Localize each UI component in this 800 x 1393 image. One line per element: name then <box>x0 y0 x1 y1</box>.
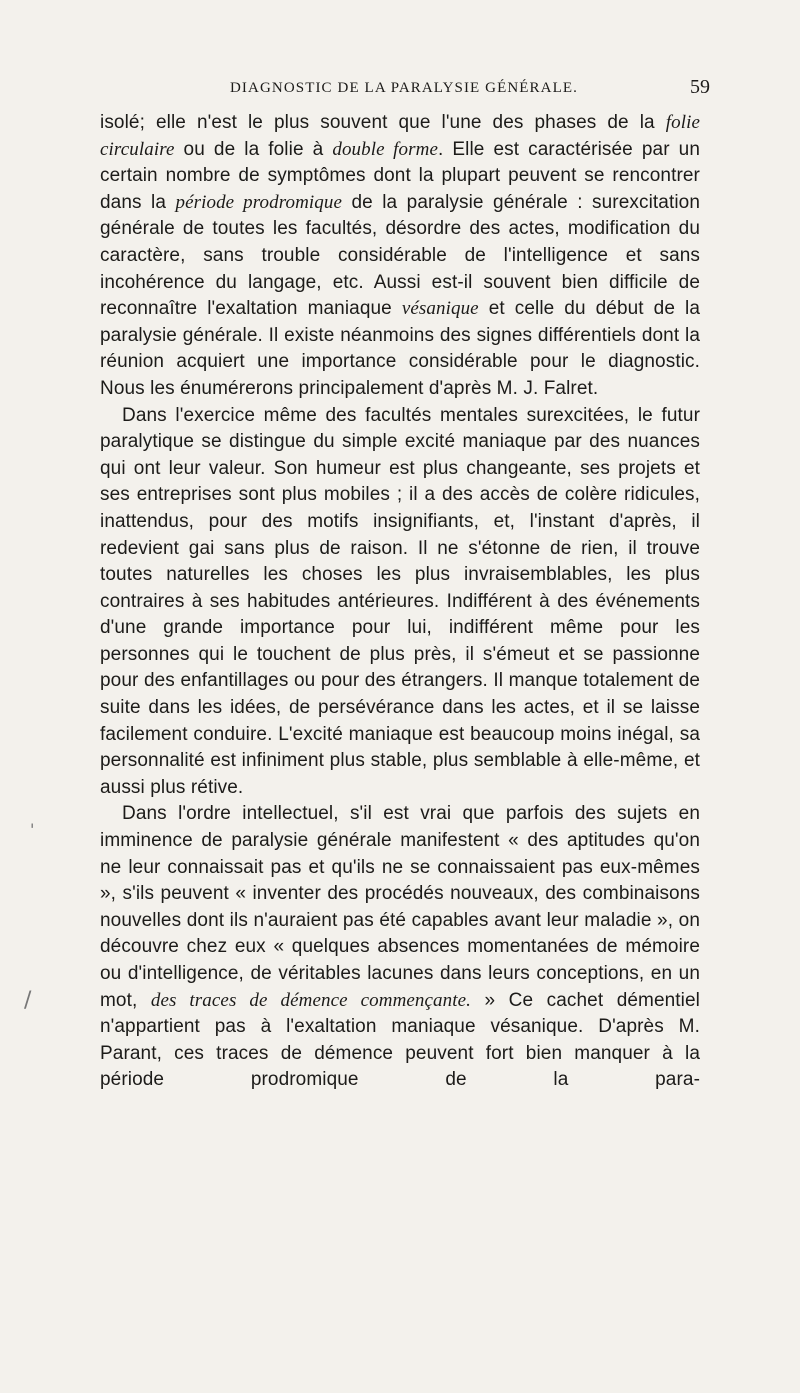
text-run: . Elle est caractérisée par un certain nombre de symptômes dont la plupart peuvent se rencontrer dans la <box>100 138 700 213</box>
italic-term: folie circulaire <box>100 112 700 160</box>
italic-term: vésanique <box>401 298 479 320</box>
italic-term: période prodromique <box>175 191 343 213</box>
italic-term: double forme <box>332 138 438 160</box>
text-run: isolé; elle n'est le plus souvent que l'une des phases de la <box>100 112 666 133</box>
text-run: et celle du début de la paralysie générale. Il existe néanmoins des signes différentiels dont la réunion acquiert une importance considérable pour le diagnostic. Nous les énumérerons principalement d'après M. J. Falret. <box>100 298 700 399</box>
text-run: » Ce cachet démentiel n'appartient pas à l'exaltation maniaque vésanique. D'après M. Parant, ces traces de démence peuvent fort bien manquer à la période prodromique de la para- <box>100 989 700 1091</box>
paragraph-1 <box>100 110 700 403</box>
body-text <box>100 110 700 1094</box>
page-number: 59 <box>690 76 710 98</box>
text-run: ou de la folie à <box>174 138 333 160</box>
paragraph-2: Dans l'exercice même des facultés mentales surexcitées, le futur paralytique se distingue du simple excité maniaque par des nuances qui ont leur valeur. Son humeur est plus changeante, ses projets et ses entreprises sont plus mobiles ; il a des accès de colère ridicules, inattendus, pour des motifs insignifiants, et, l'instant d'après, il redevient gai sans plus de raison. Il ne s'étonne de rien, il trouve toutes naturelles les choses les plus invraisemblables, les plus contraires à ses habitudes antérieures. Indifférent à des événements d'une grande importance pour lui, indifférent même pour les personnes qui le touchent de plus près, il s'émeut et se passionne pour des enfantillages ou pour des étrangers. Il manque totalement de suite dans les idées, de persévérance dans les actes, et il se laisse facilement conduire. L'excité maniaque est beaucoup moins inégal, sa personnalité est infiniment plus stable, plus semblable à elle-même, et aussi plus rétive. <box>100 404 700 798</box>
margin-slash-mark: / <box>24 988 32 1013</box>
text-run: Dans l'ordre intellectuel, s'il est vrai que parfois des sujets en imminence de paralysie générale manifestent « des aptitudes qu'on ne leur connaissait pas et qu'ils ne se connaissaient pas eux-mêmes », s'ils peuvent « inventer des procédés nouveaux, des combinaisons nouvelles dont ils n'auraient pas été capables avant leur maladie », on découvre chez eux « quelques absences momentanées de mémoire ou d'intelligence, de véritables lacunes dans leurs conceptions, en un mot, <box>100 803 700 1011</box>
page-header <box>100 76 710 106</box>
text-run: de la paralysie générale : surexcitation générale de toutes les facultés, désordre des actes, modification du caractère, sans trouble considérable de l'intelligence et sans incohérence du langage, etc. Aussi est-il souvent bien difficile de reconnaître l'exaltation maniaque <box>100 191 700 320</box>
running-title: DIAGNOSTIC DE LA PARALYSIE GÉNÉRALE. <box>230 80 578 96</box>
italic-term: des traces de démence commençante. <box>150 989 472 1011</box>
margin-tick-mark: ' <box>30 820 35 839</box>
paragraph-3 <box>100 801 700 1094</box>
